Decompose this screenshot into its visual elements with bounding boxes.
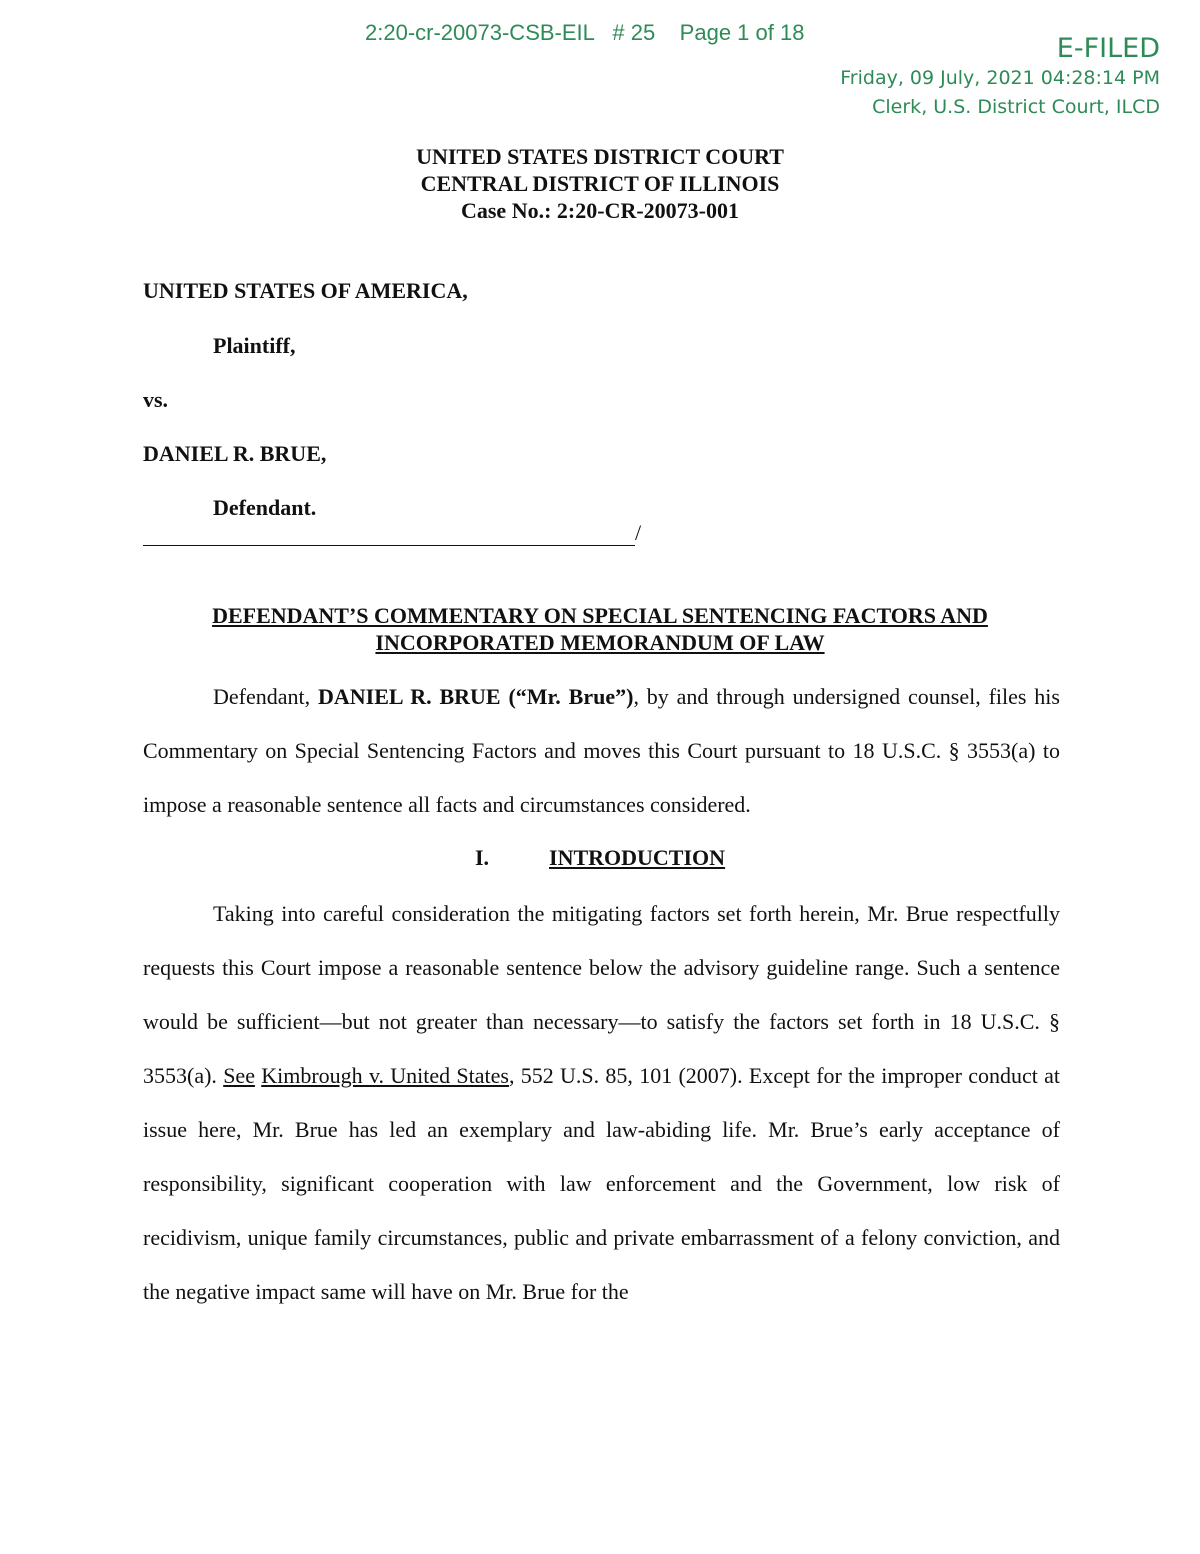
section-number: I. [474, 845, 490, 870]
efiled-label: E-FILED [1056, 33, 1160, 64]
intro-lead: Defendant, [213, 684, 318, 709]
section-heading [0, 845, 1200, 871]
court-district: CENTRAL DISTRICT OF ILLINOIS [420, 171, 780, 196]
efiled-datetime: Friday, 09 July, 2021 04:28:14 PM [840, 67, 1160, 89]
see-signal: See [223, 1063, 255, 1088]
document-title [0, 602, 1200, 656]
intro-paragraph [143, 670, 1060, 832]
body-text-part2: , 552 U.S. 85, 101 (2007). Except for the improper conduct at issue here, Mr. Brue has led an exemplary and law-abiding life. Mr. Brue’s early acceptance of responsibility, significant cooperation with law enforcement and the Government, low risk of recidivism, unique family circumstances, public and private embarrassment of a felony conviction, and the negative impact same will have on Mr. Brue for the [143, 1063, 1061, 1304]
document-title-line2: INCORPORATED MEMORANDUM OF LAW [375, 630, 825, 655]
efiled-stamp [840, 34, 1160, 122]
introduction-paragraph [143, 887, 1060, 1319]
defendant-name: DANIEL R. BRUE, [143, 441, 327, 466]
document-title-line1: DEFENDANT’S COMMENTARY ON SPECIAL SENTENCING FACTORS AND [212, 603, 988, 628]
defendant-role: Defendant. [213, 495, 317, 520]
body-text-part1: Taking into careful consideration the mitigating factors set forth herein, Mr. Brue respectfully requests this Court impose a reasonable sentence below the advisory guideline range. Such a sentence would be sufficient—but not greater than necessary—to satisfy the factors set forth in 18 U.S.C. § 3553(a). [143, 901, 1060, 1088]
plaintiff-name: UNITED STATES OF AMERICA, [143, 278, 468, 303]
caption-divider [143, 520, 641, 546]
case-header-stamp: 2:20-cr-20073-CSB-EIL # 25 Page 1 of 18 [365, 20, 805, 45]
intro-rest: , by and through undersigned counsel, files his Commentary on Special Sentencing Factors and moves this Court pursuant to 18 U.S.C. § 3553(a) to impose a reasonable sentence all facts and circumstances considered. [143, 684, 1060, 817]
section-title: INTRODUCTION [549, 845, 726, 870]
court-name: UNITED STATES DISTRICT COURT [416, 144, 784, 169]
caption-slash: / [635, 520, 642, 545]
versus-label: vs. [143, 387, 169, 412]
court-heading [0, 143, 1200, 224]
case-number: Case No.: 2:20-CR-20073-001 [460, 198, 739, 223]
efiled-clerk: Clerk, U.S. District Court, ILCD [872, 96, 1160, 118]
case-citation-name: Kimbrough v. United States [261, 1063, 509, 1088]
plaintiff-role: Plaintiff, [213, 333, 296, 358]
defendant-bold-name: DANIEL R. BRUE (“Mr. Brue”) [318, 684, 634, 709]
